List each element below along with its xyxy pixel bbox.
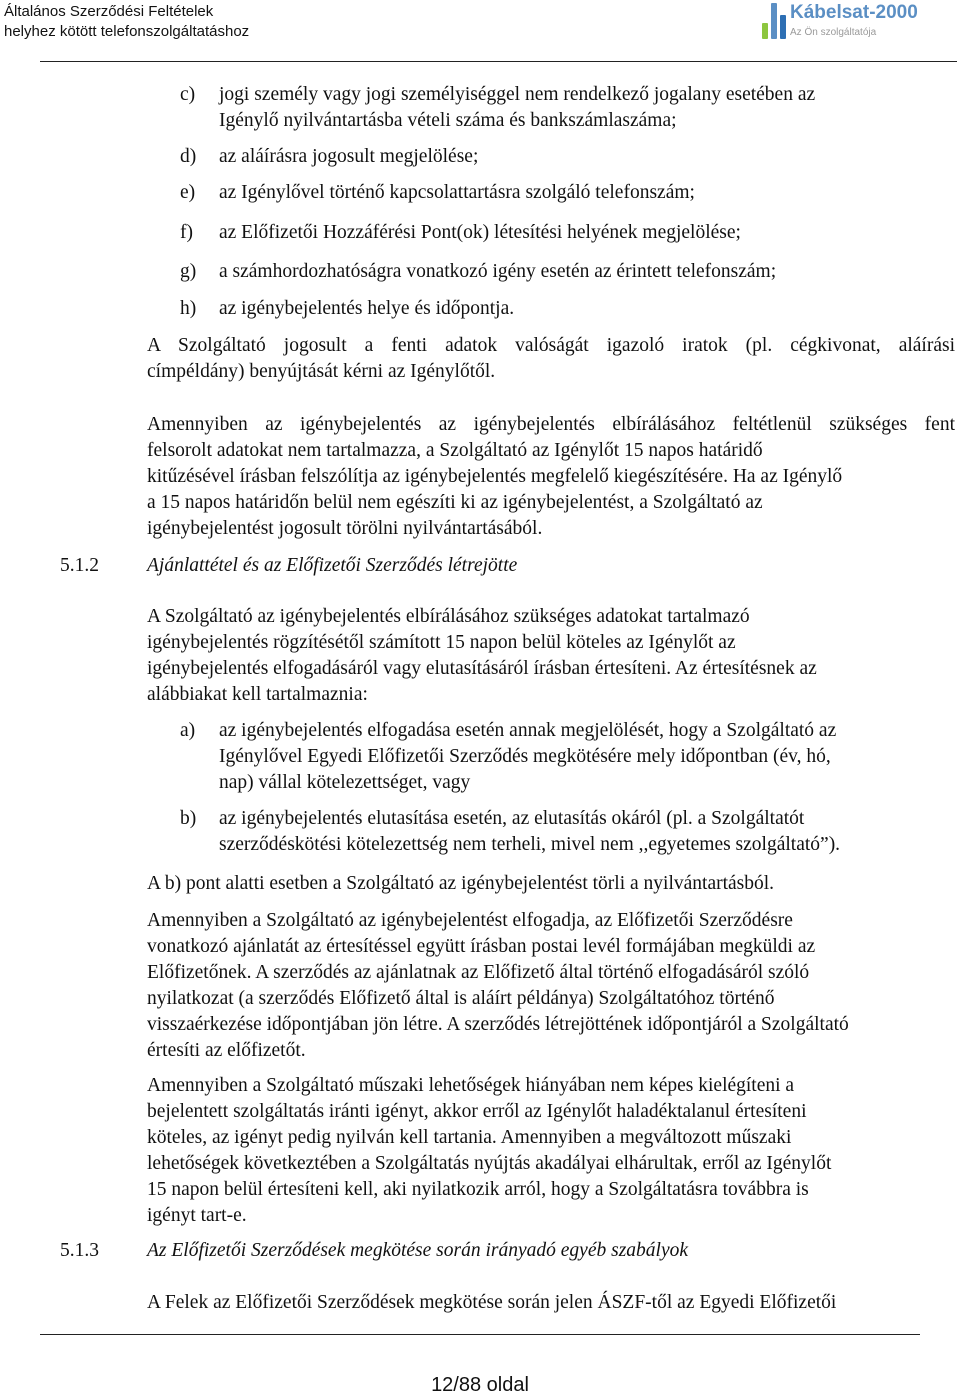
logo-bars-icon [762,3,786,39]
paragraph-line: kitűzésével írásban felszólítja az igénybejelentés megfelelő kiegészítésére. Ha az Igénylő [147,466,843,487]
header-rule [40,61,957,62]
paragraph-line: Amennyiben az igénybejelentés az igénybejelentés elbírálásához feltétlenül szükséges fent [147,414,955,435]
logo-name: Kábelsat-2000 [790,2,918,23]
paragraph-line: Előfizetőnek. A szerződés az ajánlatnak az Előfizető által történő elfogadásáról szóló [147,962,810,983]
paragraph-notification [147,604,955,708]
list-item-line: a számhordozhatóságra vonatkozó igény esetén az érintett telefonszám; [219,261,777,282]
paragraph-line: alábbiakat kell tartalmaznia: [147,684,368,705]
list-item-line: nap) vállal kötelezettséget, vagy [219,772,471,793]
paragraph-line: A Szolgáltató jogosult a fenti adatok valóságát igazoló iratok (pl. cégkivonat, aláírási [147,335,955,356]
paragraph-line: Amennyiben a Szolgáltató műszaki lehetőségek hiányában nem képes kielégíteni a [147,1075,795,1096]
paragraph-line: a 15 napos határidőn belül nem egészíti ki az igénybejelentést, a Szolgáltató az [147,492,763,513]
paragraph-line: igénybejelentés elfogadásáról vagy elutasításáról írásban értesíteni. Az értesítésnek az [147,658,817,679]
paragraph-line: A b) pont alatti esetben a Szolgáltató az igénybejelentést törli a nyilvántartásból. [147,873,775,894]
list-item-line: az Előfizetői Hozzáférési Pont(ok) létesítési helyének megjelölése; [219,222,741,243]
paragraph-line: vonatkozó ajánlatát az értesítéssel együtt írásban postai levél formájában megküldi az [147,936,816,957]
paragraph-line: igénybejelentés rögzítésétől számított 15 napon belül köteles az Igénylőt az [147,632,736,653]
list-item-label: f) [180,222,193,243]
company-logo [752,0,957,44]
logo-tagline: Az Ön szolgáltatója [790,27,877,38]
paragraph-line: címpéldány) benyújtását kérni az Igénylőtől. [147,361,496,382]
paragraph-offer [147,908,955,1064]
list-item-label: h) [180,298,197,319]
paragraph-line: 15 napon belül értesíteni kell, aki nyilatkozik arról, hogy a Szolgáltatásra továbbra is [147,1179,809,1200]
list-item-label: c) [180,84,196,105]
paragraph-line: nyilatkozat (a szerződés Előfizető által is aláírt példánya) Szolgáltatóhoz történő [147,988,775,1009]
paragraph-line: köteles, az igényt pedig nyilván kell tartania. Amennyiben a megváltozott műszaki [147,1127,792,1148]
section-title: Ajánlattétel és az Előfizetői Szerződés létrejötte [147,555,518,576]
header-title-line2: helyhez kötött telefonszolgáltatáshoz [4,23,250,40]
list-item-line: jogi személy vagy jogi személyiséggel nem rendelkező jogalany esetében az [219,84,816,105]
paragraph-rejection [147,871,955,897]
list-item-label: b) [180,808,197,829]
list-item-label: e) [180,182,196,203]
list-item-label: a) [180,720,196,741]
section-title: Az Előfizetői Szerződések megkötése során irányadó egyéb szabályok [147,1240,689,1261]
paragraph-line: értesíti az előfizetőt. [147,1040,306,1061]
paragraph-technical [147,1073,955,1229]
list-item-line: az igénybejelentés helye és időpontja. [219,298,515,319]
section-number: 5.1.2 [60,555,99,576]
paragraph-line: A Felek az Előfizetői Szerződések megkötése során jelen ÁSZF-től az Egyedi Előfizetői [147,1292,837,1313]
section-number: 5.1.3 [60,1240,99,1261]
list-item-line: az aláírásra jogosult megjelölése; [219,146,479,167]
paragraph-verification [147,333,955,385]
paragraph-line: A Szolgáltató az igénybejelentés elbírálásához szükséges adatokat tartalmazó [147,606,750,627]
list-item-line: az Igénylővel történő kapcsolattartásra szolgáló telefonszám; [219,182,695,203]
list-item-line: szerződéskötési kötelezettség nem terheli, mivel nem ,,egyetemes szolgáltató”). [219,834,841,855]
paragraph-line: bejelentett szolgáltatás iránti igényt, akkor erről az Igénylőt haladéktalanul értesíteni [147,1101,807,1122]
paragraph-other-rules [147,1290,955,1316]
list-item-line: az igénybejelentés elfogadása esetén annak megjelölését, hogy a Szolgáltató az [219,720,837,741]
paragraph-line: visszaérkezése időpontjában jön létre. A szerződés létrejöttének időpontjáról a Szolgáltató [147,1014,849,1035]
list-item-line: Igénylővel Egyedi Előfizetői Szerződés megkötésére mely időpontban (év, hó, [219,746,831,767]
paragraph-line: igénybejelentést jogosult törölni nyilvántartásából. [147,518,543,539]
paragraph-line: igényt tart-e. [147,1205,247,1226]
list-item-line: Igénylő nyilvántartásba vételi száma és bankszámlaszáma; [219,110,677,131]
paragraph-line: lehetőségek következtében a Szolgáltatás nyújtás akadályai elhárultak, erről az Igénylőt [147,1153,832,1174]
footer-rule [40,1334,920,1335]
page-number: 12/88 oldal [431,1374,529,1396]
paragraph-line: Amennyiben a Szolgáltató az igénybejelentést elfogadja, az Előfizetői Szerződésre [147,910,793,931]
document-header [4,2,249,42]
list-item-label: d) [180,146,197,167]
paragraph-missing-data [147,412,955,542]
list-item-line: az igénybejelentés elutasítása esetén, az elutasítás okáról (pl. a Szolgáltatót [219,808,805,829]
paragraph-line: felsorolt adatokat nem tartalmazza, a Szolgáltató az Igénylőt 15 napos határidő [147,440,763,461]
list-item-label: g) [180,261,197,282]
header-title-line1: Általános Szerződési Feltételek [4,3,214,20]
